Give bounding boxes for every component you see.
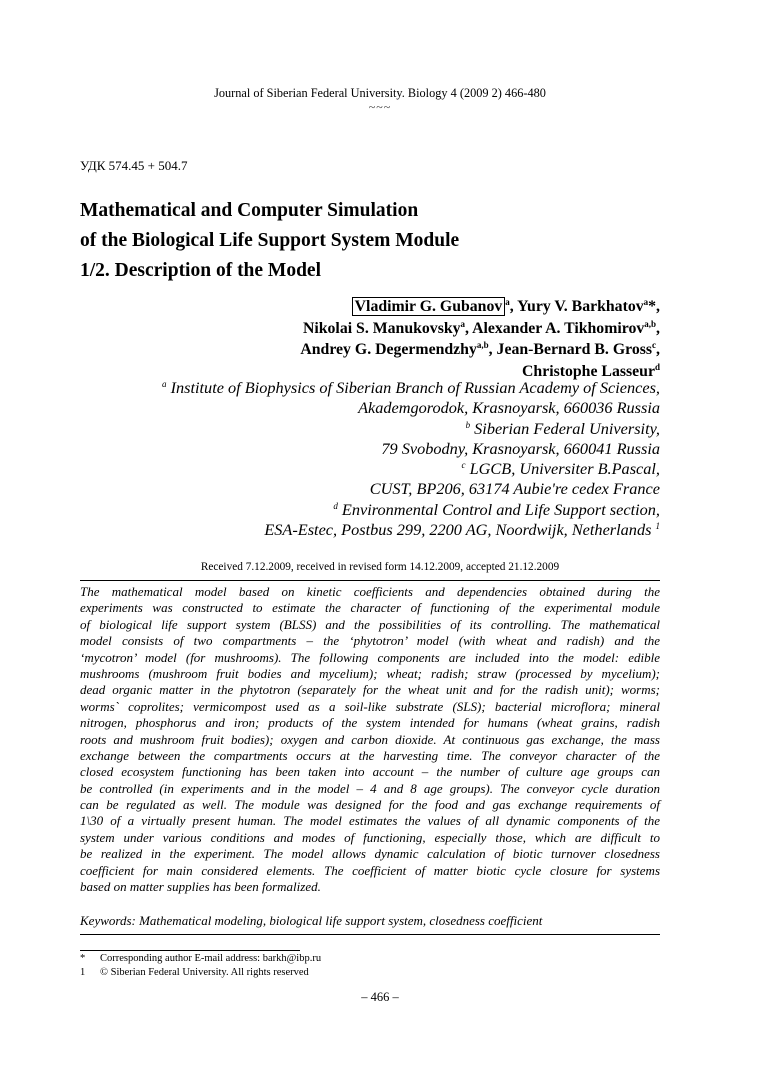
author-separator: , — [656, 341, 660, 358]
author-name: Andrey G. Degermendzhy — [300, 341, 477, 358]
abstract-line: 1\30 of a virtually present human. The model estimates the values of all dynamic components of the — [80, 813, 660, 829]
footnote — [80, 966, 321, 980]
author-line — [300, 339, 660, 361]
abstract-line: mushrooms (mushroom fruit bodies and mycelium); wheat; radish; straw (processed by mycelium); — [80, 665, 660, 681]
affiliation-text: ESA-Estec, Postbus 299, 2200 AG, Noordwijk, Netherlands — [264, 520, 656, 540]
affiliation-mark: c — [461, 460, 466, 471]
abstract-line: roots and mushroom fruit bodies); oxygen and carbon dioxide. At continuous gas exchange, the mass — [80, 731, 660, 747]
title-line: Mathematical and Computer Simulation — [80, 200, 419, 221]
abstract-line: based on matter supplies has been formalized. — [80, 879, 321, 895]
affiliation-line — [162, 378, 660, 398]
abstract-line: dead organic matter in the phytotron (separately for the wheat unit and for the radish unit); worms; — [80, 682, 660, 698]
title-line: 1/2. Description of the Model — [80, 260, 322, 281]
keywords: Keywords: Mathematical modeling, biological life support system, closedness coefficient — [80, 913, 543, 928]
footnote-mark: * — [80, 953, 86, 964]
author-name: Nikolai S. Manukovsky — [302, 319, 461, 337]
affiliation-text: CUST, BP206, 63174 Aubie're cedex France — [369, 479, 660, 499]
abstract-bottom-rule — [80, 934, 660, 935]
author-separator: *, — [648, 298, 660, 315]
received-dates: Received 7.12.2009, received in revised form 14.12.2009, accepted 21.12.2009 — [200, 561, 560, 573]
affiliation-text: Siberian Federal University, — [470, 418, 660, 438]
abstract-line: experiments was constructed to estimate the character of functioning of the experimental module — [80, 600, 660, 616]
abstract-line: be realized in the experiment. The model allows dynamic calculation of biotic turnover closedness — [80, 846, 660, 862]
author-list — [300, 296, 660, 382]
journal-header: Journal of Siberian Federal University. Biology 4 (2009 2) 466-480 — [214, 86, 546, 100]
footnote-mark: 1 — [80, 967, 86, 978]
affiliation-line — [162, 439, 660, 459]
title-line: of the Biological Life Support System Module — [80, 230, 460, 251]
page-number: – 466 – — [361, 990, 399, 1004]
footnote — [80, 952, 321, 966]
author-line — [300, 318, 660, 340]
affiliation-text: LGCB, Universiter B.Pascal, — [465, 459, 660, 479]
abstract-line: closed ecosystem functioning has been taken into account – the number of culture age groups can — [80, 764, 660, 780]
affiliation-mark: a — [162, 379, 167, 389]
author-name: Christophe Lasseur — [522, 362, 655, 380]
affiliation-line — [162, 520, 660, 540]
author-separator: , — [465, 319, 473, 337]
abstract-line: nitrogen, phosphorus and iron; products of the system intended for humans (wheat grains, radish — [80, 715, 660, 731]
author-affiliation-mark: a — [505, 297, 510, 307]
abstract-top-rule — [80, 580, 660, 581]
abstract-line: system under various conditions and modes of functioning, especially those, which are difficult to — [80, 829, 660, 845]
author-separator: , — [488, 341, 497, 358]
affiliation-line — [162, 398, 660, 418]
author-affiliation-mark: a,b — [476, 340, 489, 350]
abstract-line: ‘mycotron’ model (for mushrooms). The following components are included into the model: edible — [80, 649, 660, 665]
author-affiliation-mark: c — [652, 340, 657, 350]
abstract-line: of biological life support system (BLSS) and the possibilities of its controlling. The mathematical — [80, 616, 660, 632]
affiliation-line — [162, 479, 660, 499]
udc-code: УДК 574.45 + 504.7 — [80, 158, 188, 173]
footnote-mark: 1 — [655, 521, 660, 532]
author-name: Yury V. Barkhatov — [517, 298, 644, 315]
author-affiliation-mark: a — [460, 318, 466, 329]
author-affiliation-mark: d — [654, 361, 660, 372]
affiliation-line — [162, 500, 660, 520]
abstract — [80, 584, 660, 895]
abstract-line: can be regulated as well. The module was designed for the food and gas exchange requirements of — [80, 797, 660, 813]
abstract-line: model consists of two compartments – the ‘phytotron’ model (with wheat and radish) and the — [80, 633, 660, 649]
abstract-line: be controlled (in experiments and in the model – 4 and 8 age groups). The conveyor cycle duration — [80, 780, 660, 796]
affiliation-line — [162, 459, 660, 479]
affiliations — [162, 378, 660, 540]
affiliation-text: 79 Svobodny, Krasnoyarsk, 660041 Russia — [381, 438, 660, 458]
affiliation-text: Environmental Control and Life Support section, — [337, 499, 660, 519]
author-line — [300, 296, 660, 318]
footnote-text: Corresponding author E-mail address: barkh@ibp.ru — [100, 953, 322, 964]
paper-title — [80, 196, 459, 286]
footnotes — [80, 952, 321, 980]
abstract-line: exchange between the compartments occurs at the harvesting time. The conveyor character of the — [80, 747, 660, 763]
affiliation-line — [162, 419, 660, 439]
author-name: Jean-Bernard B. Gross — [496, 341, 653, 358]
affiliation-text: Akademgorodok, Krasnoyarsk, 660036 Russia — [358, 398, 660, 418]
author-name: Vladimir G. Gubanov — [352, 297, 506, 316]
abstract-line: coefficient for main considered elements. The coefficient of matter biotic cycle closure for systems — [80, 862, 660, 878]
footnote-text: © Siberian Federal University. All rights reserved — [100, 967, 309, 978]
author-affiliation-mark: a,b — [644, 318, 657, 329]
author-separator: , — [656, 319, 660, 337]
author-separator: , — [509, 298, 518, 315]
abstract-line: worms` coprolites; vermicompost used as a soil-like substrate (SLS); bacterial microflora; mineral — [80, 698, 660, 714]
affiliation-text: Institute of Biophysics of Siberian Branch of Russian Academy of Sciences, — [166, 378, 660, 397]
abstract-line: The mathematical model based on kinetic coefficients and dependencies obtained during the — [80, 584, 660, 599]
affiliation-mark: d — [333, 500, 338, 511]
author-affiliation-mark: a — [643, 297, 649, 307]
author-name: Alexander A. Tikhomirov — [472, 319, 645, 337]
footnote-rule — [80, 950, 300, 951]
affiliation-mark: b — [465, 419, 471, 430]
header-ornament: ~~~ — [368, 100, 392, 114]
